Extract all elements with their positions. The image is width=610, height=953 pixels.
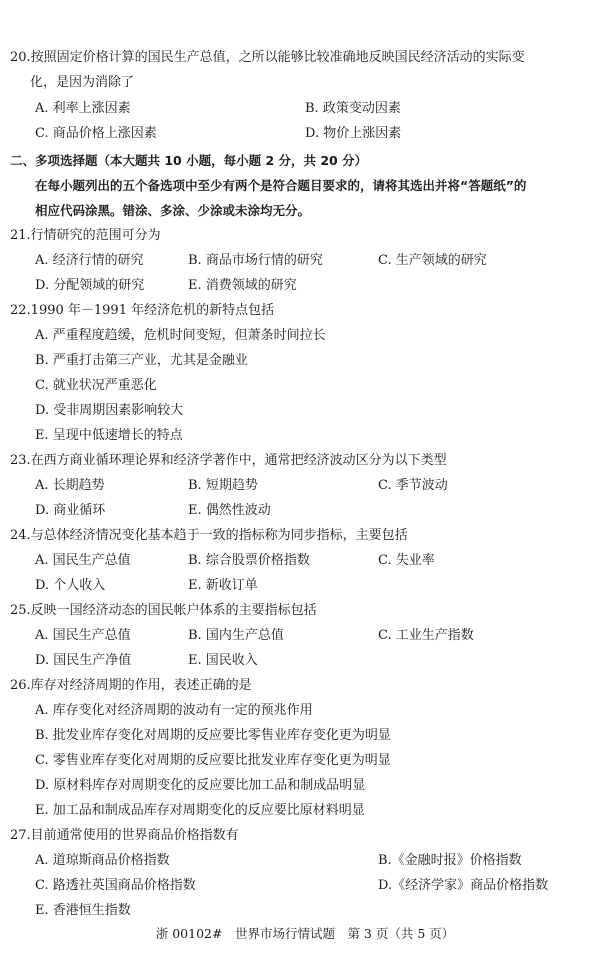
q22-option-b: B. 严重打击第三产业，尤其是金融业 (35, 353, 248, 368)
q24-option-e: E. 新收订单 (188, 578, 258, 593)
q20-stem-line1: 20.按照固定价格计算的国民生产总值，之所以能够比较准确地反映国民经济活动的实际变 (10, 50, 525, 65)
section2-instructions-line1: 在每小题列出的五个备选项中至少有两个是符合题目要求的，请将其选出并将“答题纸”的 (35, 178, 527, 193)
q22-stem: 22.1990 年－1991 年经济危机的新特点包括 (10, 303, 275, 318)
q26-option-b: B. 批发业库存变化对周期的反应要比零售业库存变化更为明显 (35, 728, 391, 743)
q27-option-a: A. 道琼斯商品价格指数 (35, 853, 170, 868)
q21-option-c: C. 生产领域的研究 (378, 253, 487, 268)
q26-option-c: C. 零售业库存变化对周期的反应要比批发业库存变化更为明显 (35, 753, 391, 768)
q25-option-d: D. 国民生产净值 (35, 653, 132, 668)
q25-option-e: E. 国民收入 (188, 653, 258, 668)
q27-option-b: B.《金融时报》价格指数 (378, 853, 522, 868)
q26-stem: 26.库存对经济周期的作用，表述正确的是 (10, 678, 252, 693)
q24-option-a: A. 国民生产总值 (35, 553, 131, 568)
q21-option-d: D. 分配领域的研究 (35, 278, 145, 293)
section2-heading: 二、多项选择题（本大题共 10 小题，每小题 2 分，共 20 分） (10, 153, 368, 168)
q26-option-d: D. 原材料库存对周期变化的反应要比加工品和制成品明显 (35, 778, 366, 793)
q21-option-b: B. 商品市场行情的研究 (188, 253, 323, 268)
q22-option-e: E. 呈现中低速增长的特点 (35, 428, 183, 443)
q21-option-e: E. 消费领域的研究 (188, 278, 297, 293)
q25-option-b: B. 国内生产总值 (188, 628, 284, 643)
q20-option-d: D. 物价上涨因素 (305, 126, 402, 141)
q24-option-c: C. 失业率 (378, 553, 435, 568)
q27-stem: 27.目前通常使用的世界商品价格指数有 (10, 828, 239, 843)
q26-option-e: E. 加工品和制成品库存对周期变化的反应要比原材料明显 (35, 803, 365, 818)
q25-option-a: A. 国民生产总值 (35, 628, 131, 643)
q27-option-d: D.《经济学家》商品价格指数 (378, 878, 549, 893)
q25-stem: 25.反映一国经济动态的国民帐户体系的主要指标包括 (10, 603, 317, 618)
q24-stem: 24.与总体经济情况变化基本趋于一致的指标称为同步指标，主要包括 (10, 528, 408, 543)
q23-option-c: C. 季节波动 (378, 478, 448, 493)
q22-option-a: A. 严重程度趋缓，危机时间变短，但萧条时间拉长 (35, 328, 326, 343)
page-footer: 浙 00102# 世界市场行情试题 第 3 页（共 5 页） (155, 926, 455, 941)
section2-instructions-line2: 相应代码涂黑。错涂、多涂、少涂或未涂均无分。 (35, 203, 311, 218)
q27-option-c: C. 路透社英国商品价格指数 (35, 878, 196, 893)
q23-option-a: A. 长期趋势 (35, 478, 105, 493)
q20-option-b: B. 政策变动因素 (305, 101, 401, 116)
q25-option-c: C. 工业生产指数 (378, 628, 474, 643)
q27-option-e: E. 香港恒生指数 (35, 903, 131, 918)
q20-option-a: A. 利率上涨因素 (35, 101, 131, 116)
q21-stem: 21.行情研究的范围可分为 (10, 228, 161, 243)
q23-option-e: E. 偶然性波动 (188, 503, 271, 518)
q24-option-b: B. 综合股票价格指数 (188, 553, 310, 568)
q23-option-d: D. 商业循环 (35, 503, 106, 518)
q26-option-a: A. 库存变化对经济周期的波动有一定的预兆作用 (35, 703, 313, 718)
q22-option-d: D. 受非周期因素影响较大 (35, 403, 184, 418)
q23-option-b: B. 短期趋势 (188, 478, 258, 493)
q24-option-d: D. 个人收入 (35, 578, 106, 593)
q20-option-c: C. 商品价格上涨因素 (35, 126, 157, 141)
q23-stem: 23.在西方商业循环理论界和经济学著作中，通常把经济波动区分为以下类型 (10, 453, 447, 468)
q20-stem-line2: 化，是因为消除了 (30, 75, 135, 90)
q22-option-c: C. 就业状况严重恶化 (35, 378, 157, 393)
q21-option-a: A. 经济行情的研究 (35, 253, 144, 268)
